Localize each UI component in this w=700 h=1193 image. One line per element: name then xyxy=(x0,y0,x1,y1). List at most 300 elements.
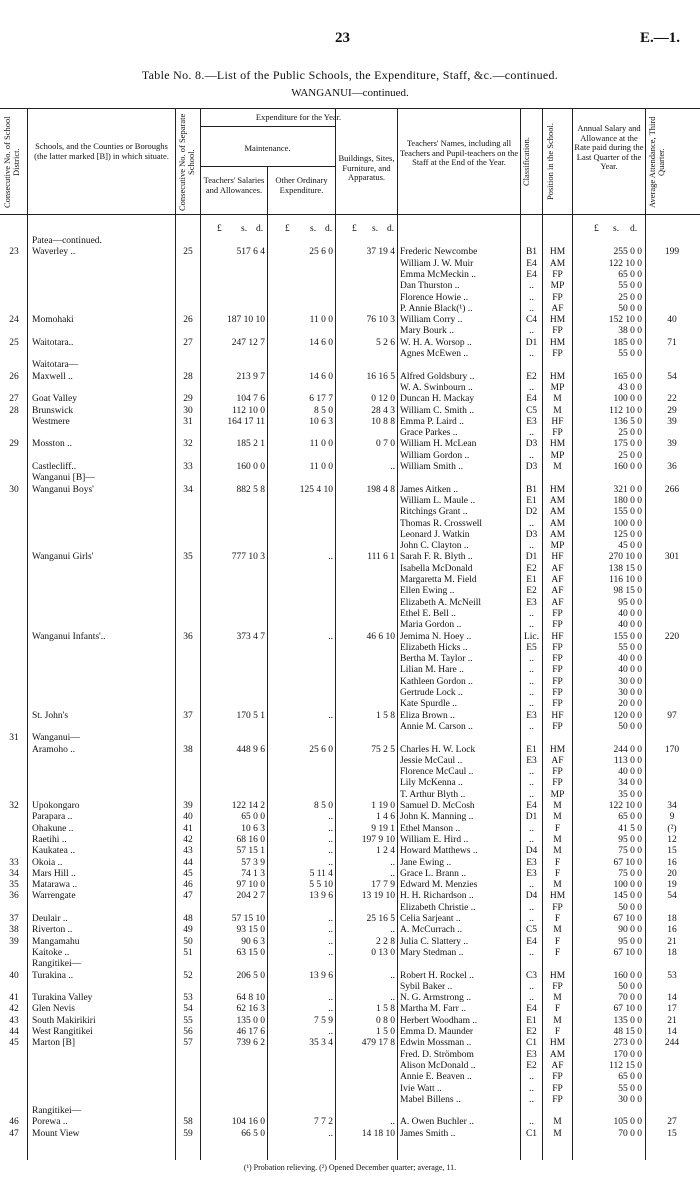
salary-cell: 95 0 0 xyxy=(618,936,642,947)
position-cell: HM xyxy=(549,337,566,348)
school-name: Glen Nevis xyxy=(32,1004,76,1015)
buildings-cell: 2 2 8 xyxy=(376,936,395,947)
school-name: Waverley .. xyxy=(32,247,76,258)
school-name: Marton [B] xyxy=(32,1038,76,1049)
classification-cell: E4 xyxy=(526,269,537,280)
classification-cell: E3 xyxy=(526,597,537,608)
teacher-name: John C. Clayton .. xyxy=(400,541,469,552)
header-maintenance: Maintenance. xyxy=(244,143,291,153)
district-no: 34 xyxy=(9,868,19,879)
position-cell: HF xyxy=(551,416,564,427)
position-cell: F xyxy=(554,936,561,947)
classification-cell: .. xyxy=(529,620,534,631)
salary-cell: 136 5 0 xyxy=(613,416,642,427)
teacher-name: A. McCurrach .. xyxy=(400,925,462,936)
other-cell: 13 9 6 xyxy=(309,970,333,981)
salaries-cell: 74 1 3 xyxy=(241,868,265,879)
table-row xyxy=(0,914,700,925)
attendance-cell: 19 xyxy=(667,880,677,891)
classification-cell: E2 xyxy=(526,371,537,382)
salary-cell: 70 0 0 xyxy=(618,1128,642,1139)
salaries-cell: 213 9 7 xyxy=(236,371,265,382)
school-name: Parapara .. xyxy=(32,812,73,823)
separate-no: 29 xyxy=(183,394,193,405)
salary-cell: 40 0 0 xyxy=(618,608,642,619)
salaries-cell: 57 15 10 xyxy=(231,914,265,924)
header-attendance: Average Attendance, Third Quarter. xyxy=(647,116,666,208)
attendance-cell: 39 xyxy=(667,439,677,450)
separate-no: 45 xyxy=(183,868,193,879)
classification-cell: .. xyxy=(529,1072,534,1083)
separate-no: 48 xyxy=(183,914,193,924)
teacher-name: Lily McKenna .. xyxy=(400,778,463,789)
salary-cell: 273 0 0 xyxy=(613,1038,642,1049)
table-row xyxy=(0,541,700,552)
salary-cell: 25 0 0 xyxy=(618,292,642,303)
table-row xyxy=(0,971,700,982)
attendance-cell: 71 xyxy=(667,337,677,348)
salaries-cell: 160 0 0 xyxy=(236,462,265,472)
salary-cell: 160 0 0 xyxy=(613,462,642,472)
teacher-name: Celia Sarjeant .. xyxy=(400,914,461,924)
salary-cell: 270 10 0 xyxy=(608,552,642,563)
position-cell: FP xyxy=(552,326,563,337)
classification-cell: Lic. xyxy=(523,631,540,642)
salary-cell: 120 0 0 xyxy=(613,710,642,721)
classification-cell: C3 xyxy=(525,970,538,981)
school-name: Porewa .. xyxy=(32,1117,68,1128)
table-row xyxy=(0,1027,700,1038)
school-name: Westmere xyxy=(32,416,70,427)
school-name: St. John's xyxy=(32,710,69,721)
salary-cell: 50 0 0 xyxy=(618,981,642,992)
shilling-symbol: s. xyxy=(372,224,379,234)
teacher-name: Agnes McEwen .. xyxy=(400,349,469,359)
classification-cell: E3 xyxy=(526,857,537,868)
teacher-name: Isabella McDonald xyxy=(400,563,473,574)
buildings-cell: 1 5 8 xyxy=(376,1004,395,1015)
position-cell: AM xyxy=(549,518,566,529)
header-schools: Schools, and the Counties or Boroughs (the latter marked [B]) in which situate. xyxy=(34,141,169,161)
classification-cell: E1 xyxy=(526,495,537,506)
table-row xyxy=(0,937,700,948)
position-cell: M xyxy=(553,812,562,823)
table-row xyxy=(0,846,700,857)
position-cell: AM xyxy=(549,495,566,506)
classification-cell: .. xyxy=(529,699,534,710)
school-name: Matarawa .. xyxy=(32,880,78,891)
position-cell: F xyxy=(554,857,561,868)
buildings-cell: 0 13 0 xyxy=(371,947,395,958)
table-row xyxy=(0,259,700,270)
district-no: 38 xyxy=(9,925,19,936)
classification-cell: .. xyxy=(529,1117,534,1128)
school-name: Kaitoke .. xyxy=(32,947,70,958)
separate-no: 38 xyxy=(183,744,193,755)
salary-cell: 50 0 0 xyxy=(618,721,642,732)
position-cell: FP xyxy=(552,688,563,698)
position-cell: HM xyxy=(549,315,566,326)
teacher-name: Sybil Baker .. xyxy=(400,981,453,992)
position-cell: FP xyxy=(552,676,563,687)
attendance-cell: 29 xyxy=(667,405,677,416)
separate-no: 25 xyxy=(183,247,193,258)
teacher-name: Ellen Ewing .. xyxy=(400,586,455,597)
teacher-name: James Aitken .. xyxy=(400,484,459,495)
teacher-name: Kathleen Gordon .. xyxy=(400,676,473,687)
table-row xyxy=(0,406,700,417)
salaries-cell: 164 17 11 xyxy=(227,416,265,427)
table-row xyxy=(0,665,700,676)
teacher-name: Grace Parkes .. xyxy=(400,428,458,439)
teacher-name: Lilian M. Hare .. xyxy=(400,665,464,676)
position-cell: AF xyxy=(551,755,564,766)
other-cell: .. xyxy=(328,710,333,721)
school-name: Wanganui Infants'.. xyxy=(32,631,106,642)
salary-cell: 125 0 0 xyxy=(613,529,642,540)
position-cell: HM xyxy=(549,970,566,981)
salaries-cell: 247 12 7 xyxy=(231,337,265,348)
school-name: Deulair .. xyxy=(32,914,68,924)
teacher-name: W. A. Swinbourn .. xyxy=(400,382,473,393)
teacher-name: P. Annie Black(¹) .. xyxy=(400,303,473,314)
other-cell: 8 5 0 xyxy=(314,405,333,416)
teacher-name: Sarah F. R. Blyth .. xyxy=(400,552,473,563)
salary-cell: 65 0 0 xyxy=(618,269,642,280)
classification-cell: .. xyxy=(529,834,534,845)
classification-cell: E5 xyxy=(526,642,537,653)
other-cell: .. xyxy=(328,631,333,642)
position-cell: HM xyxy=(549,744,566,755)
position-cell: M xyxy=(553,462,562,472)
table-row xyxy=(0,247,700,258)
attendance-cell: 9 xyxy=(669,812,675,823)
position-cell: AF xyxy=(551,303,564,314)
position-cell: HM xyxy=(549,484,566,495)
pound-symbol: £ xyxy=(594,224,599,234)
position-cell: M xyxy=(553,394,562,405)
attendance-cell: 16 xyxy=(667,857,677,868)
district-no: 23 xyxy=(9,247,19,258)
table-row xyxy=(0,1106,700,1117)
separate-no: 51 xyxy=(183,947,193,958)
table-row xyxy=(0,688,700,699)
salary-cell: 20 0 0 xyxy=(618,699,642,710)
buildings-cell: 1 19 0 xyxy=(371,801,395,811)
other-cell: 5 5 10 xyxy=(309,880,333,891)
table-row xyxy=(0,360,700,371)
buildings-cell: 198 4 8 xyxy=(366,484,395,495)
classification-cell: .. xyxy=(529,292,534,303)
position-cell: M xyxy=(553,1117,562,1128)
salary-cell: 55 0 0 xyxy=(618,642,642,653)
salary-cell: 55 0 0 xyxy=(618,349,642,359)
position-cell: HM xyxy=(549,891,566,902)
classification-cell: E4 xyxy=(526,936,537,947)
position-cell: M xyxy=(553,880,562,891)
table-row xyxy=(0,812,700,823)
salary-cell: 55 0 0 xyxy=(618,1083,642,1094)
other-cell: .. xyxy=(328,1128,333,1139)
classification-cell: .. xyxy=(529,688,534,698)
salaries-cell: 93 15 0 xyxy=(236,925,265,936)
district-no: 37 xyxy=(9,914,19,924)
header-other: Other Ordinary Expenditure. xyxy=(275,175,328,195)
position-cell: AF xyxy=(551,575,564,585)
table-row xyxy=(0,609,700,620)
classification-cell: E2 xyxy=(526,563,537,574)
school-name: Turakina .. xyxy=(32,970,74,981)
teacher-name: Jemima N. Hoey .. xyxy=(400,631,472,642)
school-name: South Makirikiri xyxy=(32,1015,96,1026)
position-cell: MP xyxy=(550,541,565,552)
other-cell: .. xyxy=(328,1027,333,1037)
footnotes: (¹) Probation relieving. (²) Opened December quarter; average, 11. xyxy=(243,1163,457,1172)
header-teachers: Teachers' Names, including all Teachers and Pupil-teachers on the Staff at the End of the Year. xyxy=(399,138,519,168)
teacher-name: Julia C. Slattery .. xyxy=(400,936,469,947)
position-cell: F xyxy=(554,947,561,958)
buildings-cell: 75 2 5 xyxy=(371,744,395,755)
buildings-cell: 5 2 6 xyxy=(376,337,395,348)
classification-cell: .. xyxy=(529,665,534,676)
position-cell: HM xyxy=(549,371,566,382)
table-row xyxy=(0,552,700,563)
salary-cell: 67 10 0 xyxy=(613,947,642,958)
position-cell: F xyxy=(554,823,561,834)
teacher-name: H. H. Richardson .. xyxy=(400,891,474,902)
salary-cell: 244 0 0 xyxy=(613,744,642,755)
district-no: 47 xyxy=(9,1128,19,1139)
position-cell: FP xyxy=(552,665,563,676)
school-name: Brunswick xyxy=(32,405,74,416)
district-no: 43 xyxy=(9,1015,19,1026)
teacher-name: William L. Maule .. xyxy=(400,495,476,506)
separate-no: 42 xyxy=(183,834,193,845)
school-name: Wanganui Girls' xyxy=(32,552,94,563)
separate-no: 43 xyxy=(183,846,193,857)
pence-symbol: d. xyxy=(387,224,395,234)
salaries-cell: 10 6 3 xyxy=(241,823,265,834)
teacher-name: N. G. Armstrong .. xyxy=(400,993,471,1004)
other-cell: 7 7 2 xyxy=(314,1117,333,1128)
table-row xyxy=(0,575,700,586)
position-cell: HM xyxy=(549,247,566,258)
attendance-cell: 244 xyxy=(664,1038,680,1049)
school-name: Upokongaro xyxy=(32,801,80,811)
salary-cell: 113 0 0 xyxy=(613,755,642,766)
other-cell: 14 6 0 xyxy=(309,371,333,382)
buildings-cell: 46 6 10 xyxy=(366,631,395,642)
salaries-cell: 739 6 2 xyxy=(236,1038,265,1049)
separate-no: 54 xyxy=(183,1004,193,1015)
teacher-name: Ivie Watt .. xyxy=(400,1083,442,1094)
classification-cell: E3 xyxy=(526,868,537,879)
district-no: 35 xyxy=(9,880,19,891)
school-name: Wanganui Boys' xyxy=(32,484,94,495)
salary-cell: 165 0 0 xyxy=(613,371,642,382)
separate-no: 31 xyxy=(183,416,193,427)
teacher-name: John K. Manning .. xyxy=(400,812,474,823)
table-row xyxy=(0,496,700,507)
pound-symbol: £ xyxy=(217,224,222,234)
table-row xyxy=(0,959,700,970)
salary-cell: 34 0 0 xyxy=(618,778,642,789)
classification-cell: .. xyxy=(529,518,534,529)
page-code: E.—1. xyxy=(639,30,680,46)
classification-cell: .. xyxy=(529,993,534,1004)
teacher-name: Emma D. Maunder xyxy=(400,1027,474,1037)
salary-cell: 180 0 0 xyxy=(613,495,642,506)
position-cell: FP xyxy=(552,620,563,631)
school-name: Raetihi .. xyxy=(32,834,67,845)
separate-no: 57 xyxy=(183,1038,193,1049)
table-row xyxy=(0,745,700,756)
salary-cell: 45 0 0 xyxy=(618,541,642,552)
table-row xyxy=(0,451,700,462)
salary-cell: 100 0 0 xyxy=(613,518,642,529)
table-row xyxy=(0,903,700,914)
table-row xyxy=(0,586,700,597)
district-no: 36 xyxy=(9,891,19,902)
salary-cell: 43 0 0 xyxy=(618,382,642,393)
teacher-name: Charles H. W. Lock xyxy=(400,744,476,755)
table-row xyxy=(0,1072,700,1083)
salary-cell: 112 10 0 xyxy=(609,405,642,416)
classification-cell: .. xyxy=(529,428,534,439)
other-cell: .. xyxy=(328,1004,333,1015)
salaries-cell: 448 9 6 xyxy=(236,744,265,755)
table-row xyxy=(0,993,700,1004)
school-name: Aramoho .. xyxy=(32,744,76,755)
teacher-name: A. Owen Buchler .. xyxy=(400,1117,474,1128)
classification-cell: D1 xyxy=(525,552,538,563)
district-no: 30 xyxy=(9,484,19,495)
other-cell: .. xyxy=(328,925,333,936)
classification-cell: E1 xyxy=(526,1015,537,1026)
salaries-cell: 64 8 10 xyxy=(236,993,265,1004)
position-cell: FP xyxy=(552,269,563,280)
salaries-cell: 97 10 0 xyxy=(236,880,265,891)
position-cell: M xyxy=(553,925,562,936)
attendance-cell: 220 xyxy=(664,631,680,642)
table-row xyxy=(0,869,700,880)
classification-cell: E2 xyxy=(526,586,537,597)
table-row xyxy=(0,473,700,484)
position-cell: AM xyxy=(549,1049,566,1060)
salaries-cell: 122 14 2 xyxy=(231,801,265,811)
district-no: 45 xyxy=(9,1038,19,1049)
salary-cell: 30 0 0 xyxy=(618,688,642,698)
classification-cell: D3 xyxy=(525,462,538,472)
district-no: 33 xyxy=(9,857,19,868)
header-salary: Annual Salary and Allowance at the Rate paid during the Last Quarter of the Year. xyxy=(574,123,644,172)
salary-cell: 255 0 0 xyxy=(613,247,642,258)
other-cell: .. xyxy=(328,823,333,834)
salary-cell: 105 0 0 xyxy=(613,1117,642,1128)
classification-cell: C1 xyxy=(525,1038,538,1049)
table-row xyxy=(0,485,700,496)
attendance-cell: 20 xyxy=(667,868,677,879)
school-name: Momohaki xyxy=(32,315,74,326)
salaries-cell: 68 16 0 xyxy=(236,834,265,845)
separate-no: 41 xyxy=(183,823,193,834)
classification-cell: E4 xyxy=(526,394,537,405)
table-row xyxy=(0,654,700,665)
teacher-name: William Corry .. xyxy=(400,315,463,326)
attendance-cell: 15 xyxy=(667,1128,677,1139)
teacher-name: William H. McLean xyxy=(400,439,477,450)
teacher-name: Mary Bourk .. xyxy=(400,326,454,337)
teacher-name: Elizabeth A. McNeill xyxy=(400,597,481,608)
table-row xyxy=(0,417,700,428)
school-name: Castlecliff.. xyxy=(32,462,77,472)
position-cell: MP xyxy=(550,450,565,461)
school-name: Riverton .. xyxy=(32,925,73,936)
district-no: 46 xyxy=(9,1117,19,1128)
district-no: 41 xyxy=(9,993,19,1004)
salary-cell: 40 0 0 xyxy=(618,665,642,676)
salary-cell: 185 0 0 xyxy=(613,337,642,348)
shilling-symbol: s. xyxy=(241,224,248,234)
district-no: 32 xyxy=(9,801,19,811)
teacher-name: Grace L. Brann .. xyxy=(400,868,466,879)
teacher-name: William E. Hird .. xyxy=(400,834,469,845)
table-row xyxy=(0,711,700,722)
other-cell: .. xyxy=(328,846,333,857)
buildings-cell: 16 16 5 xyxy=(366,371,395,382)
table-row xyxy=(0,835,700,846)
other-cell: 35 3 4 xyxy=(309,1038,333,1049)
teacher-name: Jane Ewing .. xyxy=(400,857,452,868)
teacher-name: Mary Stedman .. xyxy=(400,947,464,958)
table-row xyxy=(0,677,700,688)
school-name: Wanganui [B]— xyxy=(32,473,95,484)
teacher-name: Alison McDonald .. xyxy=(400,1060,476,1071)
table-row xyxy=(0,891,700,902)
table-title: Table No. 8.—List of the Public Schools, the Expenditure, Staff, &c.—continued. xyxy=(141,68,559,82)
teacher-name: William Smith .. xyxy=(400,462,463,472)
school-name: Goat Valley xyxy=(32,394,77,405)
teacher-name: Leonard J. Watkin xyxy=(400,529,470,540)
table-row xyxy=(0,643,700,654)
buildings-cell: 9 19 1 xyxy=(371,823,395,834)
school-name: Waitotara— xyxy=(32,360,79,371)
position-cell: M xyxy=(553,993,562,1004)
district-no: 24 xyxy=(9,315,19,326)
district-no: 31 xyxy=(9,733,19,744)
table-row xyxy=(0,620,700,631)
teacher-name: Eliza Brown .. xyxy=(400,710,455,721)
table-row xyxy=(0,315,700,326)
other-cell: 13 9 6 xyxy=(309,891,333,902)
salaries-cell: 373 4 7 xyxy=(236,631,265,642)
school-name: West Rangitikei xyxy=(32,1027,93,1037)
salaries-cell: 104 16 0 xyxy=(231,1117,265,1128)
table-row xyxy=(0,270,700,281)
position-cell: FP xyxy=(552,1083,563,1094)
attendance-cell: (²) xyxy=(667,823,677,834)
classification-cell: .. xyxy=(529,947,534,958)
salary-cell: 65 0 0 xyxy=(618,812,642,823)
separate-no: 27 xyxy=(183,337,193,348)
header-consecutive: Consecutive No. of School District. xyxy=(2,116,21,208)
table-row xyxy=(0,824,700,835)
salaries-cell: 135 0 0 xyxy=(236,1015,265,1026)
classification-cell: .. xyxy=(529,789,534,800)
other-cell: 14 6 0 xyxy=(309,337,333,348)
district-no: 42 xyxy=(9,1004,19,1015)
table-row xyxy=(0,530,700,541)
